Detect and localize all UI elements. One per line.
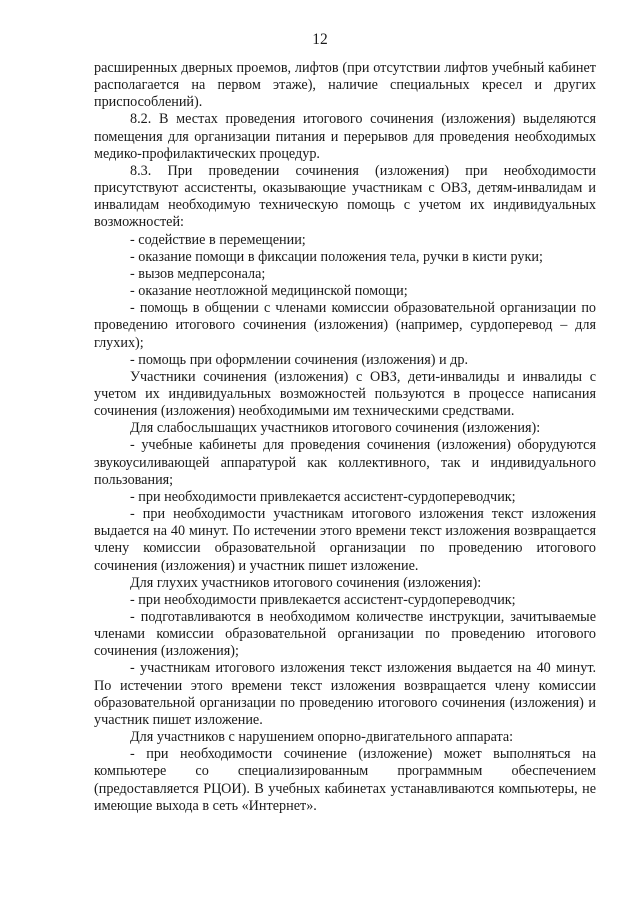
page-number: 12 bbox=[312, 31, 328, 48]
document-body bbox=[94, 60, 596, 815]
list-item-text-40-minutes-deaf: - участникам итогового изложения текст изложения выдается на 40 минут. По истечении этого времени текст изложения возвращается члену комиссии образовательной организации по проведению итогового сочинения (изложения) и участник пишет изложение. bbox=[94, 660, 596, 728]
list-item-instructions: - подготавливаются в необходимом количестве инструкции, зачитываемые членами комиссии образовательной организации по проведению итогового сочинения (изложения); bbox=[94, 609, 596, 660]
list-item-movement: - содействие в перемещении; bbox=[130, 231, 306, 248]
list-item-body-position: - оказание помощи в фиксации положения тела, ручки в кисти руки; bbox=[130, 248, 543, 265]
list-item-emergency-help: - оказание неотложной медицинской помощи; bbox=[130, 283, 408, 300]
list-item-writing-help: - помощь при оформлении сочинения (изложения) и др. bbox=[130, 351, 468, 368]
list-item-sign-interpreter: - при необходимости привлекается ассистент-сурдопереводчик; bbox=[130, 488, 516, 505]
list-item-medical-staff: - вызов медперсонала; bbox=[130, 265, 266, 282]
list-item-communication: - помощь в общении с членами комиссии образовательной организации по проведению итогового сочинения (изложения) (например, сурдоперевод – для глухих); bbox=[94, 300, 596, 351]
paragraph-continuation: расширенных дверных проемов, лифтов (при отсутствии лифтов учебный кабинет располагается на первом этаже), наличие специальных кресел и других приспособлений). bbox=[94, 60, 596, 111]
list-item-sound-equipment: - учебные кабинеты для проведения сочинения (изложения) оборудуются звукоусиливающей аппаратурой как коллективного, так и индивидуального пользования; bbox=[94, 437, 596, 488]
heading-deaf: Для глухих участников итогового сочинения (изложения): bbox=[130, 574, 482, 591]
list-item-computer: - при необходимости сочинение (изложение) может выполняться на компьютере со специализированным программным обеспечением (предоставляется РЦОИ). В учебных кабинетах устанавливаются компьютеры, не имеющие выхода в сеть «Интернет». bbox=[94, 746, 596, 814]
list-item-sign-interpreter-deaf: - при необходимости привлекается ассистент-сурдопереводчик; bbox=[130, 591, 516, 608]
heading-musculoskeletal: Для участников с нарушением опорно-двигательного аппарата: bbox=[130, 729, 514, 746]
heading-hard-of-hearing: Для слабослышащих участников итогового сочинения (изложения): bbox=[130, 420, 541, 437]
paragraph-technical-means: Участники сочинения (изложения) с ОВЗ, дети-инвалиды и инвалиды с учетом их индивидуальных возможностей пользуются в процессе написания сочинения (изложения) необходимыми им техническими средствами. bbox=[94, 368, 596, 420]
paragraph-8-2: 8.2. В местах проведения итогового сочинения (изложения) выделяются помещения для организации питания и перерывов для проведения необходимых медико-профилактических процедур. bbox=[94, 111, 596, 162]
paragraph-8-3: 8.3. При проведении сочинения (изложения) при необходимости присутствуют ассистенты, оказывающие участникам с ОВЗ, детям-инвалидам и инвалидам необходимую техническую помощь с учетом их индивидуальных возможностей: bbox=[94, 162, 596, 231]
list-item-text-40-minutes: - при необходимости участникам итогового изложения текст изложения выдается на 40 минут. По истечении этого времени текст изложения возвращается члену комиссии образовательной организации по проведению итогового сочинения (изложения) и участник пишет изложение. bbox=[94, 506, 596, 574]
